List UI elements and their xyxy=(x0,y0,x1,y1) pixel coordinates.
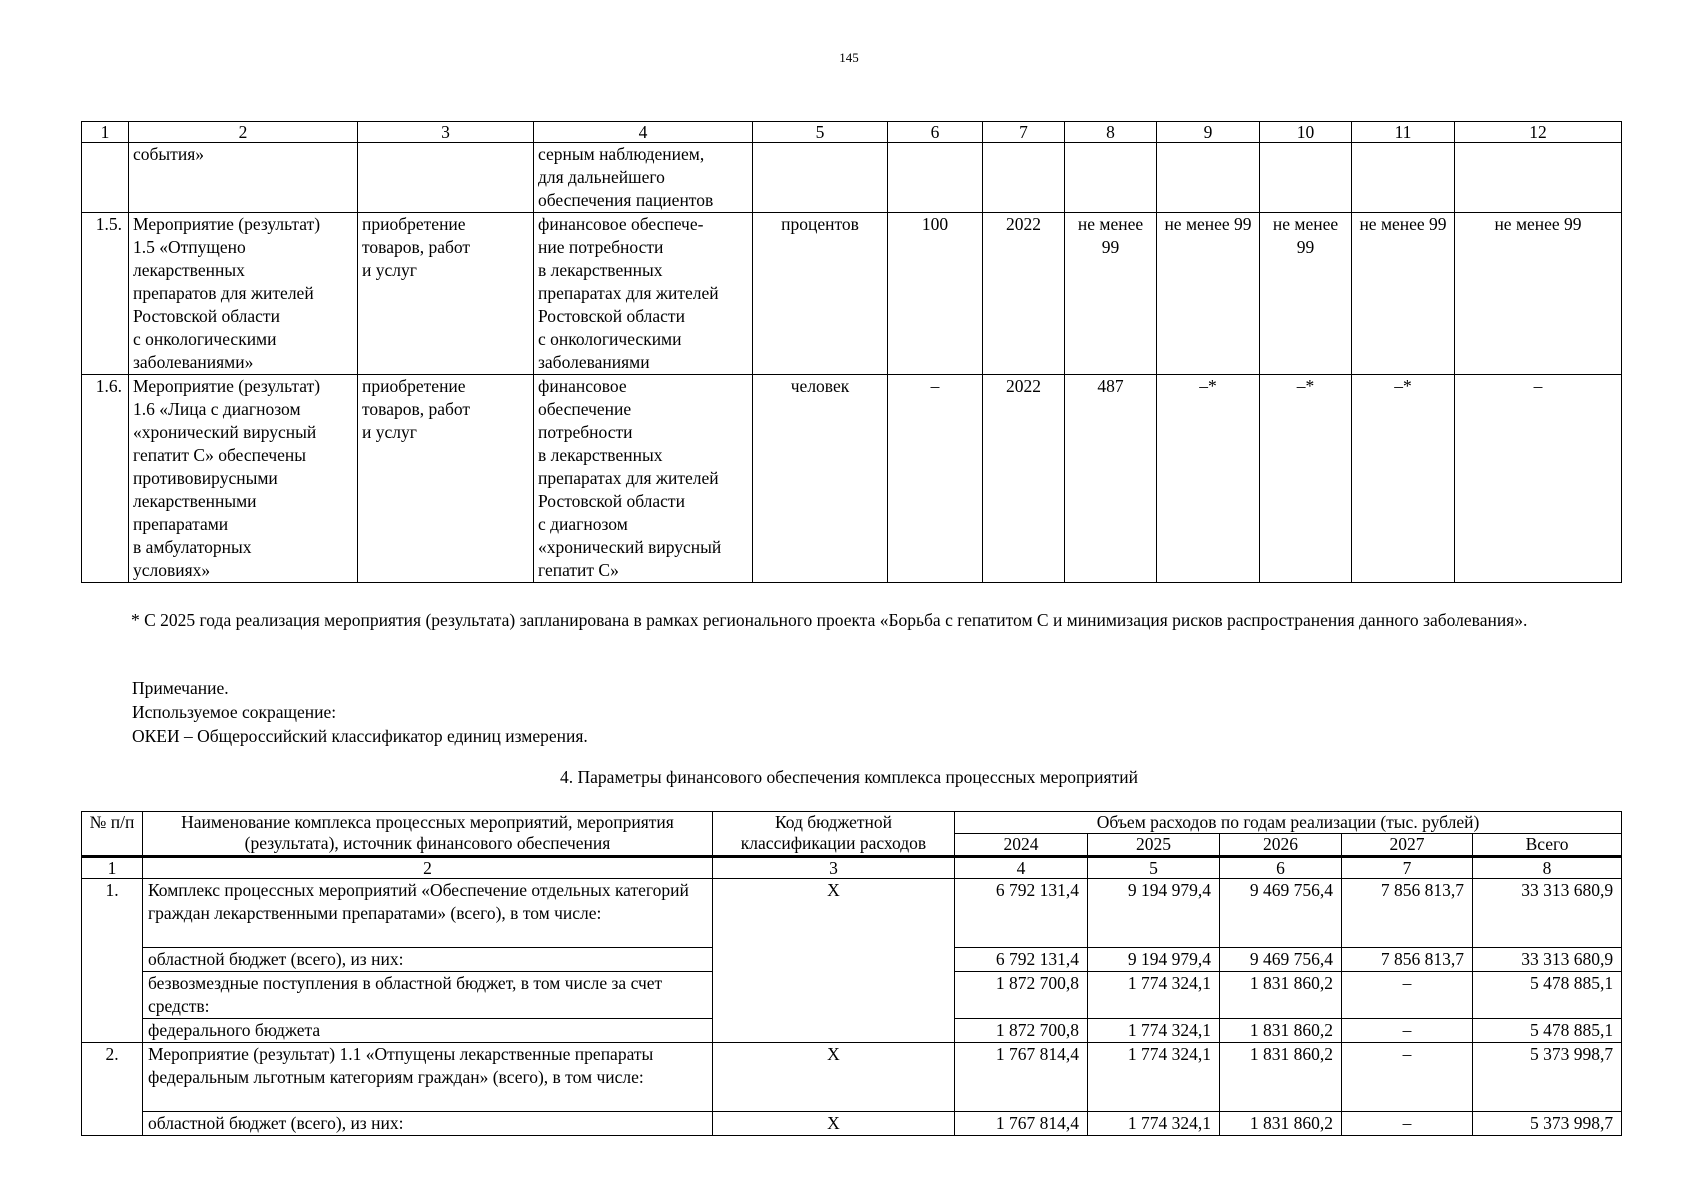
row-name: Мероприятие (результат) 1.1 «Отпущены лекарственные препараты федеральным льготным категориям граждан» (всего), в том числе: xyxy=(143,1043,713,1112)
amount-total: 5 373 998,7 xyxy=(1473,1043,1622,1112)
column-number: 8 xyxy=(1065,122,1157,143)
base-value: – xyxy=(888,375,983,583)
amount-cell: – xyxy=(1342,1043,1473,1112)
header-year: 2026 xyxy=(1220,834,1342,857)
value-cell: –* xyxy=(1352,375,1455,583)
column-number: 6 xyxy=(888,122,983,143)
amount-cell: 1 774 324,1 xyxy=(1088,972,1220,1019)
result-name: Мероприятие (результат) 1.6 «Лица с диагнозом «хронический вирусный гепатит С» обеспечены противовирусными лекарственными препаратами в амбулаторных условиях» xyxy=(129,375,358,583)
column-number: 3 xyxy=(713,857,955,879)
amount-cell: 9 469 756,4 xyxy=(1220,948,1342,972)
amount-cell: 1 831 860,2 xyxy=(1220,1112,1342,1136)
unit: процентов xyxy=(753,213,888,375)
amount-cell: 1 872 700,8 xyxy=(955,972,1088,1019)
result-type: приобретение товаров, работ и услуг xyxy=(358,375,534,583)
amount-total: 33 313 680,9 xyxy=(1473,948,1622,972)
table-row xyxy=(82,1112,1622,1136)
value-cell: –* xyxy=(1260,375,1352,583)
section-title: 4. Параметры финансового обеспечения комплекса процессных мероприятий xyxy=(560,767,1138,787)
value-cell: не менее 99 xyxy=(1260,213,1352,375)
header-name: Наименование комплекса процессных мероприятий, мероприятия (результата), источник финансового обеспечения xyxy=(143,812,713,857)
value-cell: 487 xyxy=(1065,375,1157,583)
column-number: 1 xyxy=(82,857,143,879)
amount-cell: – xyxy=(1342,972,1473,1019)
remarks-title: Примечание. xyxy=(132,678,229,698)
column-number: 7 xyxy=(1342,857,1473,879)
column-number: 2 xyxy=(129,122,358,143)
amount-cell: 1 774 324,1 xyxy=(1088,1043,1220,1112)
result-name: Мероприятие (результат) 1.5 «Отпущено лекарственных препаратов для жителей Ростовской области с онкологическими заболеваниями» xyxy=(129,213,358,375)
result-characteristic: финансовое обеспечение потребности в лекарственных препаратах для жителей Ростовской области с диагнозом «хронический вирусный гепатит С» xyxy=(534,375,753,583)
column-number: 11 xyxy=(1352,122,1455,143)
value-cell: не менее 99 xyxy=(1455,213,1622,375)
amount-total: 5 373 998,7 xyxy=(1473,1112,1622,1136)
column-number: 12 xyxy=(1455,122,1622,143)
column-number-row xyxy=(82,122,1622,143)
row-name: безвозмездные поступления в областной бюджет, в том числе за счет средств: xyxy=(143,972,713,1019)
unit: человек xyxy=(753,375,888,583)
column-number: 3 xyxy=(358,122,534,143)
amount-cell: 6 792 131,4 xyxy=(955,948,1088,972)
amount-cell: – xyxy=(1342,1112,1473,1136)
column-number: 4 xyxy=(534,122,753,143)
table-row xyxy=(82,879,1622,948)
table-row xyxy=(82,375,1622,583)
amount-cell: – xyxy=(1342,1019,1473,1043)
header-year: 2027 xyxy=(1342,834,1473,857)
remarks-line: Используемое сокращение: xyxy=(132,702,337,722)
amount-cell: 9 194 979,4 xyxy=(1088,879,1220,948)
row-number: 2. xyxy=(82,1043,143,1136)
amount-cell: 6 792 131,4 xyxy=(955,879,1088,948)
budget-code: Х xyxy=(713,1043,955,1112)
header-total: Всего xyxy=(1473,834,1622,857)
amount-cell: 1 831 860,2 xyxy=(1220,1043,1342,1112)
column-number: 7 xyxy=(983,122,1065,143)
row-number xyxy=(82,143,129,213)
amount-cell: 1 774 324,1 xyxy=(1088,1112,1220,1136)
amount-cell: 1 831 860,2 xyxy=(1220,972,1342,1019)
column-number: 9 xyxy=(1157,122,1260,143)
header-num: № п/п xyxy=(82,812,143,857)
header-code: Код бюджетной классификации расходов xyxy=(713,812,955,857)
amount-cell: 7 856 813,7 xyxy=(1342,948,1473,972)
column-number: 1 xyxy=(82,122,129,143)
table-row xyxy=(82,143,1622,213)
amount-cell: 1 872 700,8 xyxy=(955,1019,1088,1043)
base-year: 2022 xyxy=(983,375,1065,583)
value-cell: –* xyxy=(1157,375,1260,583)
row-name: областной бюджет (всего), из них: xyxy=(143,1112,713,1136)
amount-total: 5 478 885,1 xyxy=(1473,972,1622,1019)
column-number: 10 xyxy=(1260,122,1352,143)
result-type: приобретение товаров, работ и услуг xyxy=(358,213,534,375)
header-row xyxy=(82,812,1622,834)
remarks-line: ОКЕИ – Общероссийский классификатор единиц измерения. xyxy=(132,726,588,746)
column-number: 2 xyxy=(143,857,713,879)
amount-total: 5 478 885,1 xyxy=(1473,1019,1622,1043)
base-year: 2022 xyxy=(983,213,1065,375)
value-cell: не менее 99 xyxy=(1157,213,1260,375)
column-number: 8 xyxy=(1473,857,1622,879)
header-volume: Объем расходов по годам реализации (тыс. рублей) xyxy=(955,812,1622,834)
row-number: 1. xyxy=(82,879,143,1043)
result-type xyxy=(358,143,534,213)
budget-code: Х xyxy=(713,1112,955,1136)
amount-cell: 1 767 814,4 xyxy=(955,1043,1088,1112)
value-cell: не менее 99 xyxy=(1065,213,1157,375)
amount-cell: 9 194 979,4 xyxy=(1088,948,1220,972)
base-value: 100 xyxy=(888,213,983,375)
row-number: 1.5. xyxy=(82,213,129,375)
amount-cell: 1 831 860,2 xyxy=(1220,1019,1342,1043)
header-year: 2024 xyxy=(955,834,1088,857)
remarks xyxy=(81,676,1621,748)
row-number: 1.6. xyxy=(82,375,129,583)
financing-table xyxy=(81,811,1622,1136)
row-name: федерального бюджета xyxy=(143,1019,713,1043)
table-row xyxy=(82,213,1622,375)
column-number: 4 xyxy=(955,857,1088,879)
footnote: * С 2025 года реализация мероприятия (результата) запланирована в рамках регионального проекта «Борьба с гепатитом С и минимизация рисков распространения данного заболевания». xyxy=(131,610,1528,630)
page-number: 145 xyxy=(839,50,859,65)
amount-cell: 1 767 814,4 xyxy=(955,1112,1088,1136)
value-cell: – xyxy=(1455,375,1622,583)
indicators-table xyxy=(81,121,1622,583)
amount-cell: 1 774 324,1 xyxy=(1088,1019,1220,1043)
header-year: 2025 xyxy=(1088,834,1220,857)
value-cell: не менее 99 xyxy=(1352,213,1455,375)
result-name: события» xyxy=(129,143,358,213)
column-number: 5 xyxy=(1088,857,1220,879)
result-characteristic: финансовое обеспече- ние потребности в лекарственных препаратах для жителей Ростовской области с онкологическими заболеваниями xyxy=(534,213,753,375)
column-number: 5 xyxy=(753,122,888,143)
amount-cell: 9 469 756,4 xyxy=(1220,879,1342,948)
budget-code: Х xyxy=(713,879,955,1043)
table-row xyxy=(82,1043,1622,1112)
amount-cell: 7 856 813,7 xyxy=(1342,879,1473,948)
column-number-row xyxy=(82,857,1622,879)
column-number: 6 xyxy=(1220,857,1342,879)
row-name: Комплекс процессных мероприятий «Обеспечение отдельных категорий граждан лекарственными препаратами» (всего), в том числе: xyxy=(143,879,713,948)
result-characteristic: серным наблюдением, для дальнейшего обеспечения пациентов xyxy=(534,143,753,213)
amount-total: 33 313 680,9 xyxy=(1473,879,1622,948)
row-name: областной бюджет (всего), из них: xyxy=(143,948,713,972)
